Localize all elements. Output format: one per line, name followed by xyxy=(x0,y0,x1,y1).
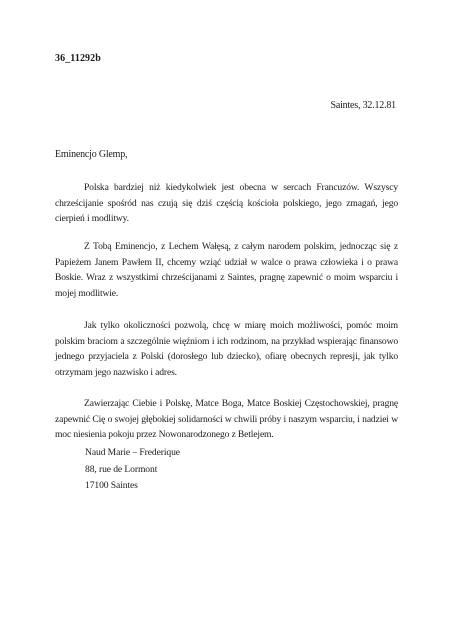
letter-paragraph-1: Polska bardziej niż kiedykolwiek jest obecna w sercach Francuzów. Wszyscy chrześcijanie spośród nas czują się dziś częścią kościoła polskiego, jego zmagań, jego cierpień i modlitwy. xyxy=(55,182,398,224)
document-id: 36_11292b xyxy=(55,53,101,64)
letter-paragraph-2: Z Tobą Eminencjo, z Lechem Wałęsą, z całym narodem polskim, jednocząc się z Papieżem Janem Pawłem II, chcemy wziąć udział w walce o prawa człowieka i o prawa Boskie. Wraz z wszystkimi chrześcijanami z Saintes, pragnę zapewnić o moim wsparciu i mojej modlitwie. xyxy=(55,241,398,299)
letter-paragraph-4: Zawierzając Ciebie i Polskę, Matce Boga, Matce Boskiej Częstochowskiej, pragnę zapewnić Cię o swojej głębokiej solidarności w chwili próby i naszym wsparciu, i nadziei w moc niesienia pokoju przez Nowonarodzonego z Betlejem. xyxy=(55,398,398,440)
signature-name: Naud Marie – Frederique xyxy=(85,447,180,458)
signature-street: 88, rue de Lormont xyxy=(85,464,158,475)
salutation: Eminencjo Glemp, xyxy=(55,149,128,160)
date-line: Saintes, 32.12.81 xyxy=(330,100,396,111)
letter-paragraph-3: Jak tylko okoliczności pozwolą, chcę w miarę moich możliwości, pomóc moim polskim braciom a szczególnie więźniom i ich rodzinom, na przykład wspierając finansowo jednego przyjaciela z Polski (dorosłego lub dziecko), ofiarę obecnych represji, jak tylko otrzymam jego nazwisko i adres. xyxy=(55,320,398,378)
signature-city: 17100 Saintes xyxy=(85,480,138,491)
